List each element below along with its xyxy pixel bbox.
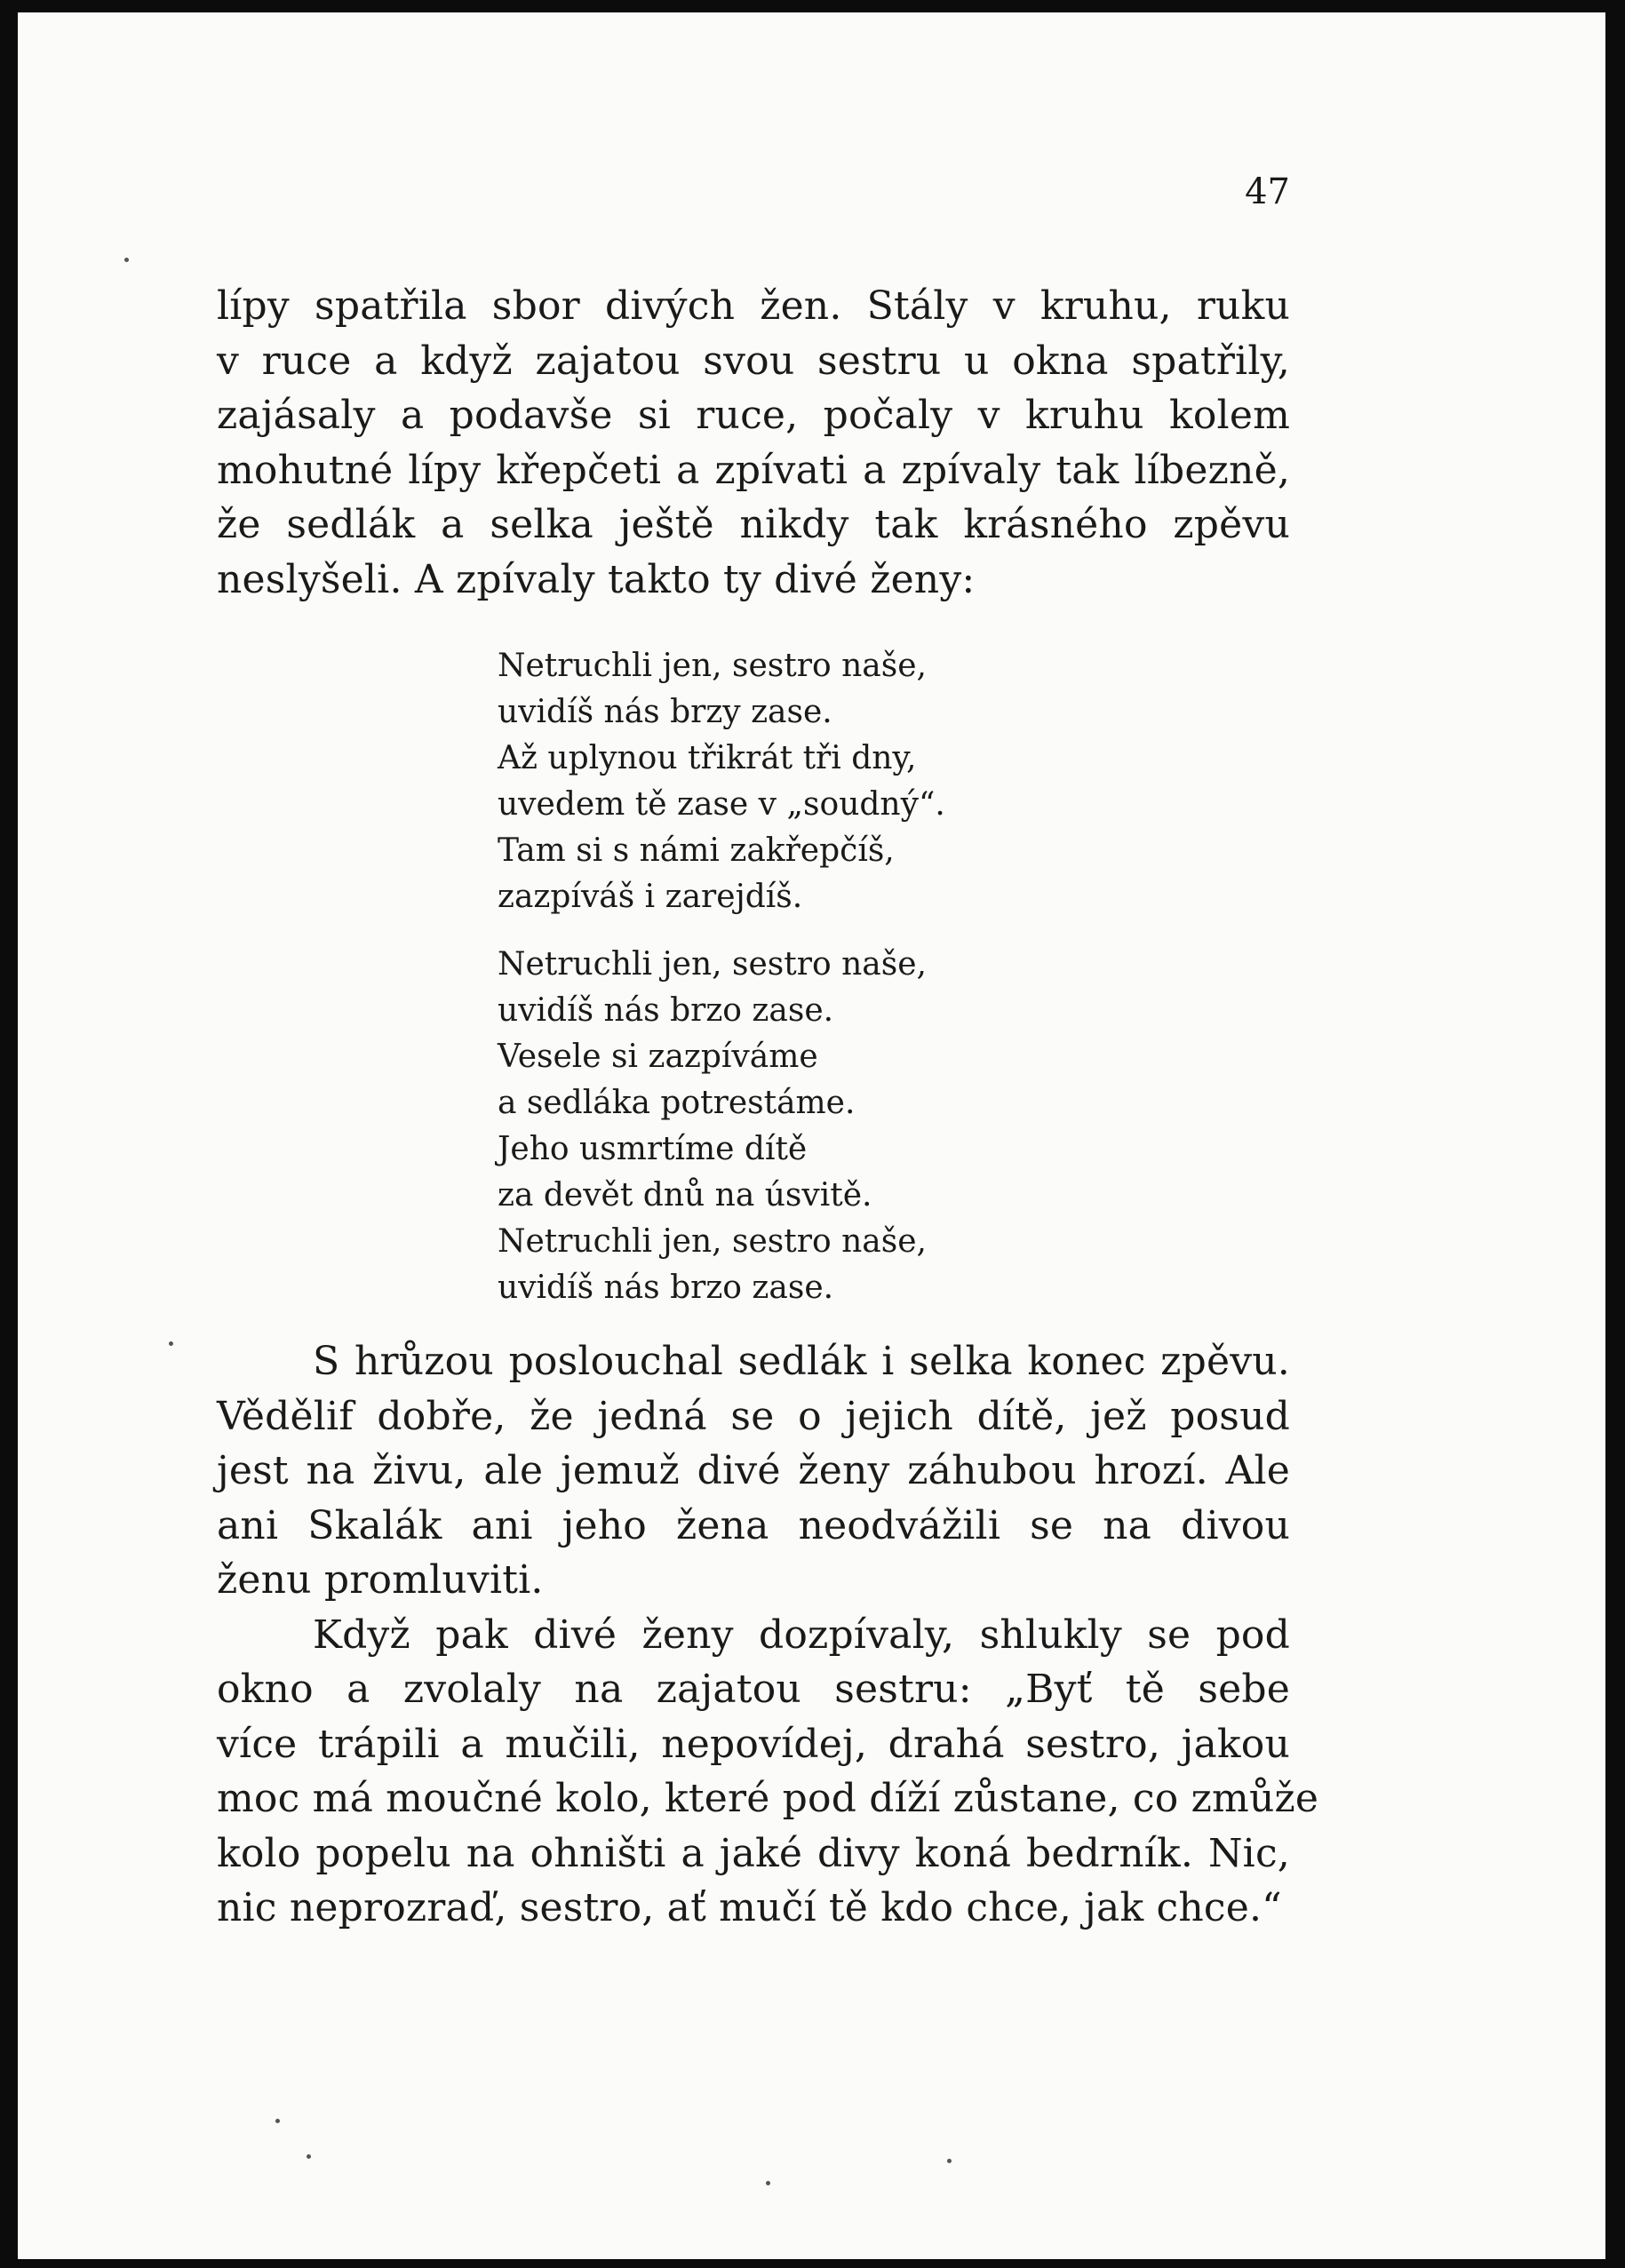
verse-line: Netruchli jen, sestro naše, bbox=[498, 1223, 927, 1260]
verse-line: za devět dnů na úsvitě. bbox=[498, 1177, 872, 1214]
text-line: S hrůzou poslouchal sedlák i selka konec zpěvu. bbox=[313, 1339, 1290, 1384]
text-line: jest na živu, ale jemuž divé ženy záhubou hrozí. Ale bbox=[217, 1448, 1290, 1493]
text-line: kolo popelu na ohništi a jaké divy koná bedrník. Nic, bbox=[217, 1830, 1290, 1876]
dust-speck bbox=[124, 258, 129, 262]
verse-line: uvidíš nás brzy zase. bbox=[498, 694, 832, 730]
page-number: 47 bbox=[1245, 171, 1290, 212]
verse-line: zazpíváš i zarejdíš. bbox=[498, 879, 803, 915]
text-line: okno a zvolaly na zajatou sestru: „Byť tě sebe bbox=[217, 1667, 1290, 1712]
text-line: ani Skalák ani jeho žena neodvážili se na divou bbox=[217, 1502, 1290, 1548]
text-line: nic neprozraď, sestro, ať mučí tě kdo chce, jak chce.“ bbox=[217, 1885, 1282, 1930]
text-line: Vědělif dobře, že jedná se o jejich dítě, jež posud bbox=[217, 1393, 1290, 1439]
dust-speck bbox=[275, 2119, 280, 2123]
dust-speck bbox=[169, 1341, 173, 1346]
text-line: lípy spatřila sbor divých žen. Stály v kruhu, ruku bbox=[217, 283, 1290, 329]
verse-line: Vesele si zazpíváme bbox=[498, 1039, 818, 1075]
verse-line: Netruchli jen, sestro naše, bbox=[498, 946, 927, 983]
paragraph-bottom bbox=[217, 1334, 1319, 1936]
text-line: moc má moučné kolo, které pod díží zůstane, co zmůže bbox=[217, 1776, 1319, 1821]
verse-line: Netruchli jen, sestro naše, bbox=[498, 648, 927, 684]
text-line: více trápili a mučili, nepovídej, drahá sestro, jakou bbox=[217, 1721, 1290, 1767]
dust-speck bbox=[766, 2181, 770, 2185]
text-line: zajásaly a podavše si ruce, počaly v kruhu kolem bbox=[217, 393, 1290, 438]
verse-line: a sedláka potrestáme. bbox=[498, 1085, 856, 1121]
verse-line: uvidíš nás brzo zase. bbox=[498, 992, 834, 1029]
text-line: mohutné lípy křepčeti a zpívati a zpívaly tak líbezně, bbox=[217, 447, 1290, 493]
text-line: v ruce a když zajatou svou sestru u okna spatřily, bbox=[217, 338, 1290, 384]
verse-line: uvidíš nás brzo zase. bbox=[498, 1269, 834, 1306]
text-line: neslyšeli. A zpívaly takto ty divé ženy: bbox=[217, 556, 976, 602]
text-line: Když pak divé ženy dozpívaly, shlukly se pod bbox=[313, 1611, 1290, 1658]
verse-line: Tam si s námi zakřepčíš, bbox=[498, 832, 895, 869]
paragraph-top bbox=[217, 279, 1290, 607]
verse-line: Až uplynou třikrát tři dny, bbox=[498, 740, 917, 776]
text-line: ženu promluviti. bbox=[217, 1557, 544, 1603]
song-stanza-1 bbox=[498, 643, 995, 920]
dust-speck bbox=[307, 2154, 311, 2159]
text-line: že sedlák a selka ještě nikdy tak krásného zpěvu bbox=[217, 502, 1290, 547]
dust-speck bbox=[947, 2159, 952, 2163]
song-stanza-2 bbox=[498, 942, 995, 1311]
verse-line: uvedem tě zase v „soudný“. bbox=[498, 786, 945, 823]
verse-line: Jeho usmrtíme dítě bbox=[498, 1131, 808, 1167]
